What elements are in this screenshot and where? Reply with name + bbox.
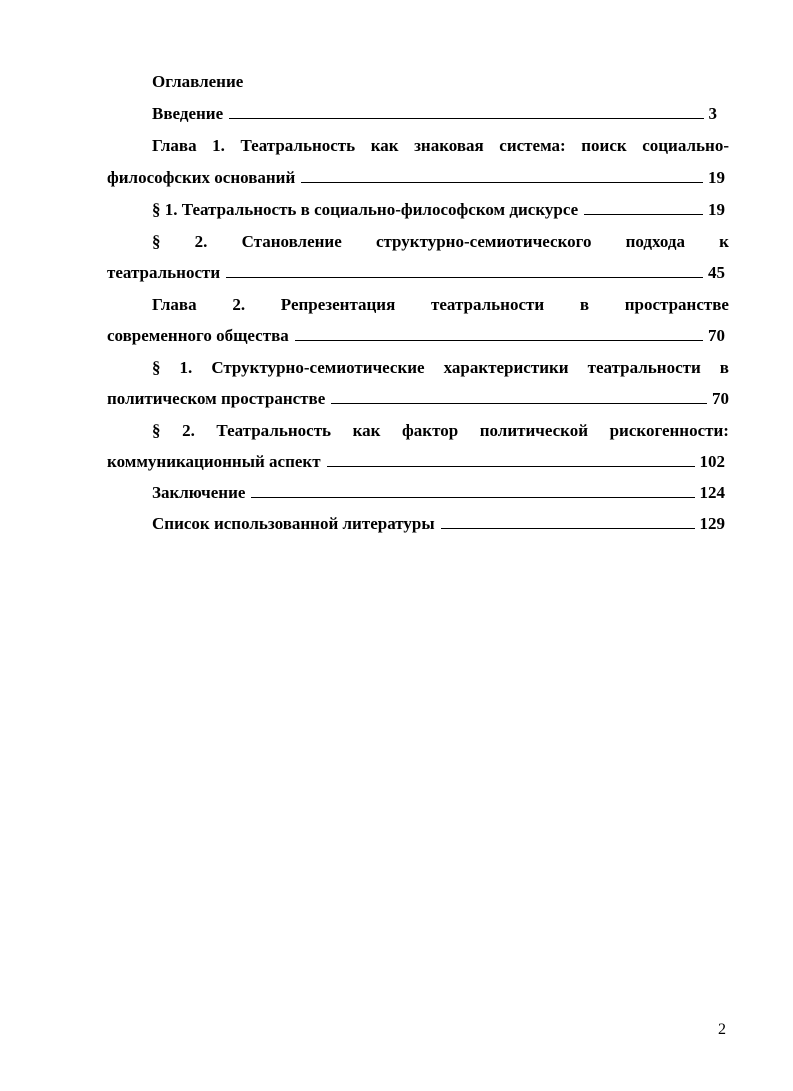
toc-word: как <box>352 421 381 440</box>
toc-entry-chapter-1-line-2[interactable] <box>107 167 725 189</box>
toc-word: структурно-семиотического <box>375 232 592 251</box>
toc-entry-text: коммуникационный аспект <box>107 452 321 471</box>
toc-leader <box>584 200 703 215</box>
toc-entry-intro[interactable] <box>152 103 717 125</box>
toc-entry-text: § 1. Театральность в социально-философском дискурсе <box>152 200 579 219</box>
toc-word: подхода <box>625 232 685 251</box>
toc-entry-chapter-1-line-1[interactable] <box>152 135 729 157</box>
toc-word: Глава <box>152 295 197 314</box>
toc-word: театральности <box>431 295 545 314</box>
toc-entry-ch1-section-2-line-1[interactable] <box>152 231 729 253</box>
toc-word: фактор <box>402 421 459 440</box>
toc-word: 2. <box>182 421 195 440</box>
toc-word: пространстве <box>624 295 729 314</box>
toc-entry-text: политическом пространстве <box>107 389 326 408</box>
toc-page-number: 102 <box>699 452 725 471</box>
toc-leader <box>327 452 695 467</box>
toc-page-number: 70 <box>712 389 729 408</box>
toc-word: § <box>152 232 161 251</box>
toc-word: знаковая <box>414 136 484 155</box>
page-number: 2 <box>718 1021 726 1038</box>
toc-word: характеристики <box>443 358 569 377</box>
toc-word: 2. <box>232 295 246 314</box>
toc-entry-text: современного общества <box>107 326 289 345</box>
toc-word: социально- <box>642 136 729 155</box>
toc-word: театральности <box>587 358 701 377</box>
toc-page-number: 70 <box>708 326 725 345</box>
toc-entry-text: театральности <box>107 263 221 282</box>
toc-leader <box>295 326 703 341</box>
toc-word: в <box>579 295 590 314</box>
toc-word: § <box>152 421 161 440</box>
toc-word: система: <box>499 136 566 155</box>
toc-word: Становление <box>241 232 342 251</box>
toc-word: Театральность <box>240 136 356 155</box>
toc-word: как <box>370 136 399 155</box>
toc-leader <box>226 263 703 278</box>
toc-entry-text: философских оснований <box>107 168 296 187</box>
toc-word: Структурно-семиотические <box>211 358 425 377</box>
toc-word: § <box>152 358 161 377</box>
toc-page-number: 19 <box>708 200 725 219</box>
toc-word: Глава <box>152 136 197 155</box>
toc-word: рискогенности: <box>609 421 729 440</box>
toc-word: в <box>719 358 729 377</box>
toc-entry-text: Заключение <box>152 483 246 502</box>
toc-word: к <box>719 232 729 251</box>
toc-page-number: 129 <box>699 514 725 533</box>
toc-word: поиск <box>581 136 627 155</box>
toc-page-number: 124 <box>699 483 725 502</box>
toc-entry-chapter-2-line-1[interactable] <box>152 294 729 316</box>
toc-word: 1. <box>179 358 193 377</box>
toc-leader <box>301 168 703 183</box>
toc-leader <box>251 483 694 498</box>
toc-entry-ch1-section-1[interactable] <box>152 199 725 221</box>
toc-word: Театральность <box>216 421 332 440</box>
toc-entry-ch2-section-2-line-1[interactable] <box>152 420 729 442</box>
toc-page-number: 19 <box>708 168 725 187</box>
toc-leader <box>441 514 695 529</box>
toc-entry-ch2-section-1-line-2[interactable] <box>107 388 729 410</box>
toc-entry-text: Введение <box>152 104 224 123</box>
toc-leader <box>331 389 707 404</box>
toc-entry-chapter-2-line-2[interactable] <box>107 325 725 347</box>
toc-entry-ch2-section-1-line-1[interactable] <box>152 357 729 379</box>
toc-entry-ch2-section-2-line-2[interactable] <box>107 451 725 473</box>
toc-word: политической <box>479 421 589 440</box>
toc-entry-conclusion[interactable] <box>152 482 725 504</box>
toc-page-number: 3 <box>708 104 717 123</box>
toc-word: Репрезентация <box>280 295 396 314</box>
toc-word: 2. <box>194 232 208 251</box>
toc-entry-ch1-section-2-line-2[interactable] <box>107 262 725 284</box>
toc-title: Оглавление <box>152 72 244 91</box>
toc-word: 1. <box>212 136 225 155</box>
toc-leader <box>229 104 703 119</box>
toc-entry-references[interactable] <box>152 513 725 535</box>
toc-entry-text: Список использованной литературы <box>152 514 435 533</box>
toc-page-number: 45 <box>708 263 725 282</box>
